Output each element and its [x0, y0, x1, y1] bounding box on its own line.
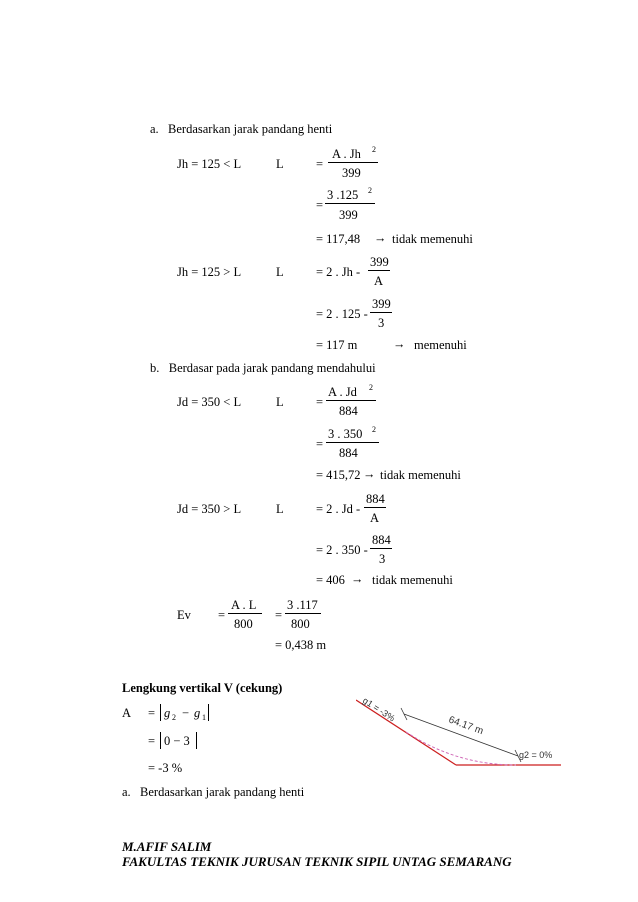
b-row5-numerator: 884 — [372, 533, 391, 547]
a-row5-fraction-bar — [370, 312, 392, 313]
g1-symbol: g — [194, 706, 201, 720]
b-row6-result: = 406 — [316, 573, 345, 587]
ev-label: Ev — [177, 608, 191, 622]
ev-denominator-1: 800 — [234, 617, 253, 631]
a-equals-2: = — [148, 734, 156, 748]
a-row1-denominator: 399 — [342, 166, 361, 180]
a-row5-expression: = 2 . 125 - — [316, 307, 368, 321]
a-row1-exponent: 2 — [372, 145, 376, 154]
a-row6-note: memenuhi — [414, 338, 467, 352]
g1-label: g1 = -3% — [360, 695, 397, 724]
v-sub-heading: a. Berdasarkan jarak pandang henti — [122, 785, 305, 799]
a-row1-condition: Jh = 125 < L — [177, 157, 242, 171]
dimension-tick-left — [401, 708, 407, 720]
section-v-heading: Lengkung vertikal V (cekung) — [122, 681, 283, 695]
a-result: = -3 % — [148, 761, 183, 775]
ev-equals-1: = — [218, 608, 226, 622]
ev-equals-2: = — [275, 608, 283, 622]
a-row4-numerator: 399 — [370, 255, 389, 269]
abs-bar-right-1 — [208, 704, 209, 721]
b-row4-fraction-bar — [364, 507, 386, 508]
a-row2-numerator: 3 .125 — [327, 188, 359, 202]
section-b-heading: b. Berdasar pada jarak pandang mendahului — [150, 361, 376, 375]
ev-fraction-bar-2 — [285, 613, 321, 614]
a-row1-equals: = — [316, 157, 324, 171]
b-row5-denominator: 3 — [379, 552, 386, 566]
g2-symbol: g — [164, 706, 171, 720]
ev-numerator-1: A . L — [231, 598, 257, 612]
b-row5-expression: = 2 . 350 - — [316, 543, 368, 557]
abs-bar-left-2 — [160, 732, 161, 749]
a-row1-numerator: A . Jh — [332, 147, 361, 161]
b-row3-arrow-icon: → — [363, 467, 376, 481]
b-row2-equals: = — [316, 437, 324, 451]
footer-faculty: FAKULTAS TEKNIK JURUSAN TEKNIK SIPIL UNTAG SEMARANG — [122, 854, 512, 869]
minus-sign: − — [182, 706, 190, 720]
a-row1-L: L — [276, 157, 284, 171]
g2-label: g2 = 0% — [519, 750, 553, 760]
a-row2-fraction-bar — [325, 203, 375, 204]
b-row4-denominator: A — [370, 511, 380, 525]
section-a-heading: a. Berdasarkan jarak pandang henti — [150, 122, 333, 136]
a-row4-fraction-bar — [368, 270, 390, 271]
a-row4-L: L — [276, 265, 284, 279]
a-label: A — [122, 706, 132, 720]
a-row6-result: = 117 m — [316, 338, 358, 352]
b-row3-note: tidak memenuhi — [380, 468, 461, 482]
a-row4-denominator: A — [374, 274, 384, 288]
a-row3-note: tidak memenuhi — [392, 232, 473, 246]
length-label: 64.17 m — [446, 714, 485, 738]
b-row1-numerator: A . Jd — [328, 385, 357, 399]
vertical-curve-diagram — [356, 690, 576, 780]
b-row4-numerator: 884 — [366, 492, 385, 506]
a-row3-result: = 117,48 — [316, 232, 361, 246]
b-row2-denominator: 884 — [339, 446, 358, 460]
b-row2-exponent: 2 — [372, 425, 376, 434]
a-row4-expression: = 2 . Jh - — [316, 265, 361, 279]
ev-denominator-2: 800 — [291, 617, 310, 631]
ev-fraction-bar-1 — [228, 613, 262, 614]
b-row4-expression: = 2 . Jd - — [316, 502, 361, 516]
g1-subscript: 1 — [202, 713, 206, 722]
a-row2-exponent: 2 — [368, 186, 372, 195]
b-row3-result: = 415,72 — [316, 468, 361, 482]
b-row1-exponent: 2 — [369, 383, 373, 392]
vertical-curve — [406, 732, 516, 765]
abs-bar-left-1 — [160, 704, 161, 721]
b-row6-note: tidak memenuhi — [372, 573, 453, 587]
a-row3-arrow-icon: → — [374, 231, 387, 245]
b-row4-L: L — [276, 502, 284, 516]
a-row1-fraction-bar — [328, 162, 378, 163]
b-row1-equals: = — [316, 395, 324, 409]
b-row1-condition: Jd = 350 < L — [177, 395, 242, 409]
ev-result: = 0,438 m — [275, 638, 327, 652]
g2-subscript: 2 — [172, 713, 176, 722]
b-row1-fraction-bar — [326, 400, 376, 401]
a-row5-numerator: 399 — [372, 297, 391, 311]
a-row6-arrow-icon: → — [393, 337, 406, 351]
b-row2-numerator: 3 . 350 — [328, 427, 363, 441]
a-row2-denominator: 399 — [339, 208, 358, 222]
a-row2-equals: = — [316, 198, 324, 212]
a-row5-denominator: 3 — [378, 316, 385, 330]
a-row4-condition: Jh = 125 > L — [177, 265, 242, 279]
b-row6-arrow-icon: → — [351, 572, 364, 586]
abs-bar-right-2 — [196, 732, 197, 749]
b-row2-fraction-bar — [326, 442, 379, 443]
b-row1-denominator: 884 — [339, 404, 358, 418]
footer-author: M.AFIF SALIM — [122, 839, 212, 854]
a-equals-1: = — [148, 706, 156, 720]
a-value: 0 − 3 — [164, 734, 190, 748]
b-row5-fraction-bar — [370, 548, 392, 549]
b-row1-L: L — [276, 395, 284, 409]
b-row4-condition: Jd = 350 > L — [177, 502, 242, 516]
ev-numerator-2: 3 .117 — [287, 598, 318, 612]
